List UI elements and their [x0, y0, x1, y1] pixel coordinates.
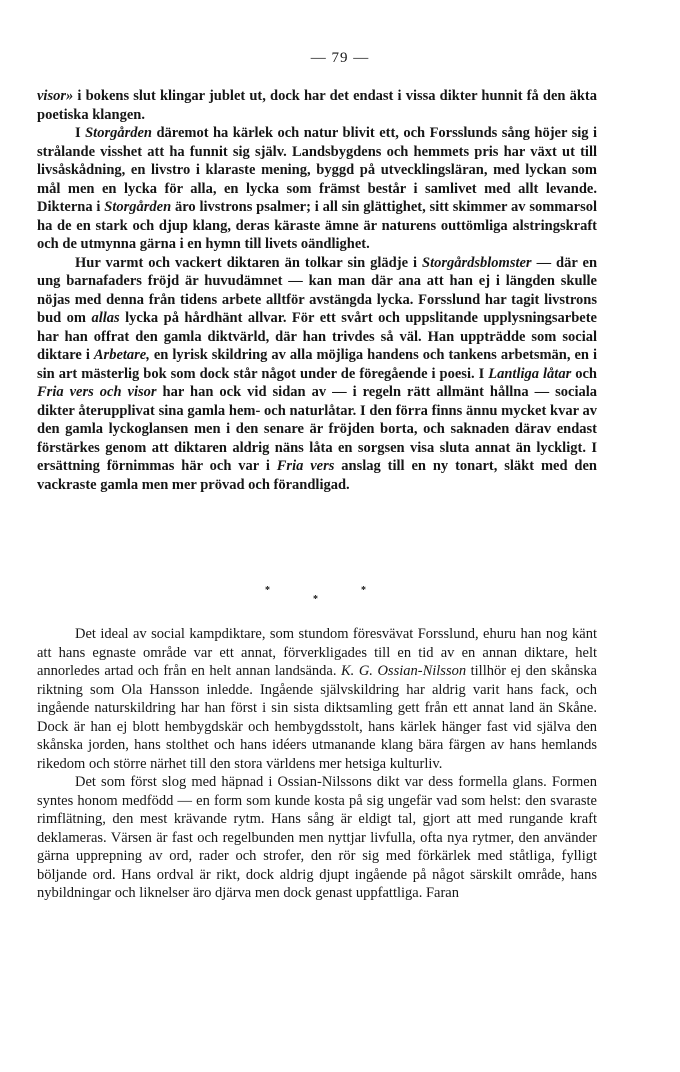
paragraph-text: en lyrisk skildring av alla möjliga handens och tankens arbetsmän, en i sin art mästerlig bok som dock står något under de föregående i poesi. I	[37, 347, 598, 382]
book-title: Lantliga låtar	[488, 365, 572, 382]
paragraph	[37, 254, 597, 495]
paragraph	[37, 124, 597, 254]
paragraph-text: äro livstrons psalmer; i all sin glättighet, sitt skimmer av sommarsol ha de en stark och djup klang, deras käraste ämne är naturens outtömliga alstringskraft och de utmynna gärna i en hymn till livets oändlighet.	[37, 199, 597, 252]
paragraph-text: och	[571, 365, 597, 382]
paragraph-text: Hur varmt och vackert diktaren än tolkar sin glädje i	[75, 254, 422, 271]
paragraph-text: anslag till en ny tonart, släkt med den vackraste gamla men mer prövad och förandligad.	[37, 458, 597, 493]
book-title: Arbetare,	[93, 347, 150, 363]
paragraph-text: I	[75, 125, 86, 141]
paragraph: Det som först slog med häpnad i Ossian-Nilssons dikt var dess formella glans. Formen syntes honom medfödd — en form som kunde kosta på sig ungefär vad som helst: den svaraste rimflätning, den mest krävande rytm. Hans sång är eldigt tal, gjort att med rungande kraft deklameras. Värsen är fast och regelbunden men nyttjar livfulla, ofta nya rytmer, den använder gärna upprepning av ord, rader och strofer, den rör sig med förkärlek med ståtliga, fylligt böljande ord. Hans ordval är rikt, dock aldrig djupt ingående på något särskilt område, hans nybildningar och liknelser äro djärva men dock genast uppfattliga. Faran	[37, 774, 597, 901]
text-block-lower	[37, 625, 597, 903]
paragraph-text: — där en ung barnafaders fröjd är huvudämnet — kan man där ana att han ej i längden skulle nöjas med denna från tidens arbete alltför avstängda lycka. Forsslund har tagit livstrons bud om	[37, 254, 598, 326]
book-title: Fria vers och visor	[37, 384, 157, 400]
book-title: visor»	[37, 88, 74, 104]
page-number: — 79 —	[310, 50, 370, 66]
book-title: Storgårdsblomster	[422, 254, 532, 271]
book-title: Storgården	[104, 199, 172, 215]
paragraph-text: har han ock vid sidan av — i regeln rätt allmänt hållna — sociala dikter återupplivat sina gamla hem- och naturlåtar. I den förra finns ännu mycket kvar av den gamla lyckoglansen men i den senare är fröjden borta, och saknaden därav endast förstärkes genom att diktaren aldrig näns låta en sorgsen visa sluta annat än lyckligt. I ersättning förnimmas här och var i	[37, 384, 598, 474]
section-divider	[0, 582, 680, 606]
emphasis: allas	[91, 310, 120, 326]
paragraph-text: i bokens slut klingar jublet ut, dock har det endast i vissa dikter hunnit få den äkta poetiska klangen.	[37, 88, 597, 123]
paragraph	[37, 625, 597, 773]
text-block-upper	[37, 87, 597, 494]
author-name: K. G. Ossian-Nilsson	[341, 663, 467, 679]
paragraph-text: däremot ha kärlek och natur blivit ett, och Forsslunds sång höjer sig i strålande visshet att ha funnit sig själv. Landsbygdens och hemmets pris har växt ut till livsåskådning, en livstro i klaraste mening, byggd på utvecklingsläran, med lyckan som mål men en lycka för alla, en lycka som främst består i samlivet med allt levande. Dikterna i	[37, 125, 597, 215]
asterisk: *	[313, 594, 318, 605]
paragraph-text: Det ideal av social kampdiktare, som stundom föresvävat Forsslund, ehuru han nog känt att hans egnaste område var ett annat, förverkligades till en tid av en annan diktare, helt annorledes artad och från en helt annan landsända.	[37, 626, 597, 679]
asterisk: *	[361, 585, 366, 596]
paragraph-text: tillhör ej den skånska riktning som Ola Hansson inledde. Ingående självskildring har aldrig varit hans fack, och ingående naturskildring har han först i sin sista diktsamling gett från ett annat land än Skåne. Dock är han ej blott hembygdskär och hembygdsstolt, hans kärlek hänger fast vid själva den skånska jorden, hans stolthet och hans idéers utmanande klang bära färgen av hans hemlands rikedom och större närhet till den stora världens mer hetsiga kulturliv.	[37, 663, 597, 772]
book-title: Storgården	[85, 125, 152, 141]
book-title: Fria vers	[276, 458, 335, 474]
paragraph-text: lycka på hårdhänt allvar. För ett svårt och uppslitande upplysningsarbete har han offrat den gamla diktvärld, där han trivdes så väl. Han uppträdde som social diktare i	[37, 310, 597, 363]
paragraph	[37, 87, 597, 124]
asterisk: *	[265, 585, 270, 596]
